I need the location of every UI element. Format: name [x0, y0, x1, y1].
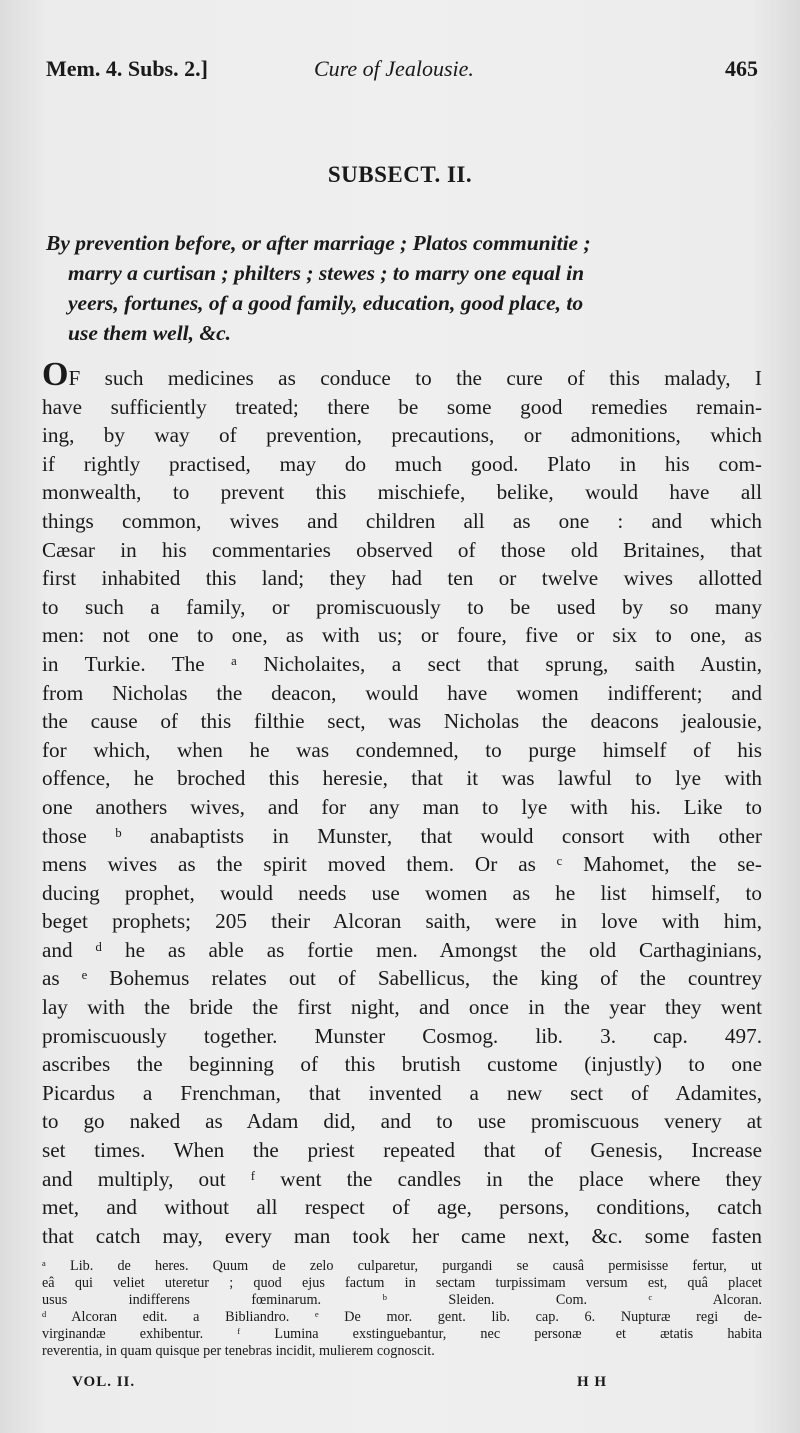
body-line: Picardus a Frenchman, that invented a new sect of Adamites,	[42, 1080, 762, 1105]
body-line: first inhabited this land; they had ten or twelve wives allotted	[42, 566, 762, 591]
footnote-line: ᵈ Alcoran edit. a Bibliandro. ᵉ De mor. gent. lib. cap. 6. Nupturæ regi de-	[42, 1309, 762, 1325]
footnotes	[42, 1258, 762, 1360]
summary-line: By prevention before, or after marriage ; Platos communitie ;	[46, 231, 591, 255]
body-line: beget prophets; 205 their Alcoran saith, were in love with him,	[42, 909, 762, 934]
body-line: if rightly practised, may do much good. Plato in his com-	[42, 451, 762, 476]
body-line: in Turkie. The ᵃ Nicholaites, a sect that sprung, saith Austin,	[42, 651, 762, 676]
body-line: ascribes the beginning of this brutish custome (injustly) to one	[42, 1052, 762, 1077]
body-line: met, and without all respect of age, persons, conditions, catch	[42, 1195, 762, 1220]
body-line: set times. When the priest repeated that of Genesis, Increase	[42, 1138, 762, 1163]
body-line: have sufficiently treated; there be some good remedies remain-	[42, 394, 762, 419]
body-line: ducing prophet, would needs use women as he list himself, to	[42, 880, 762, 905]
page-number: 465	[725, 56, 758, 81]
body-line: one anothers wives, and for any man to lye with his. Like to	[42, 794, 762, 819]
body-line: promiscuously together. Munster Cosmog. lib. 3. cap. 497.	[42, 1023, 762, 1048]
body-line: men: not one to one, as with us; or foure, five or six to one, as	[42, 623, 762, 648]
body-line: for which, when he was condemned, to purge himself of his	[42, 737, 762, 762]
body-line: mens wives as the spirit moved them. Or as ᶜ Mahomet, the se-	[42, 852, 762, 877]
drop-cap: O	[42, 356, 69, 393]
body-line: Cæsar in his commentaries observed of those old Britaines, that	[42, 537, 762, 562]
body-line: and ᵈ he as able as fortie men. Amongst the old Carthaginians,	[42, 937, 762, 962]
footnote-line: reverentia, in quam quisque per tenebras incidit, mulierem cognoscit.	[42, 1343, 435, 1359]
body-line: that catch may, every man took her came next, &c. some fasten	[42, 1223, 762, 1248]
summary-line: use them well, &c.	[68, 321, 232, 345]
body-line: things common, wives and children all as one : and which	[42, 508, 762, 533]
subsection-summary	[46, 228, 760, 348]
running-header	[46, 56, 758, 92]
body-line: monwealth, to prevent this mischiefe, belike, would have all	[42, 480, 762, 505]
body-text	[42, 356, 762, 1250]
subsection-title: SUBSECT. II.	[327, 162, 473, 187]
signature-mark: H H	[577, 1374, 608, 1390]
body-line: offence, he broched this heresie, that it was lawful to lye with	[42, 766, 762, 791]
section-reference: Mem. 4. Subs. 2.]	[46, 56, 208, 81]
body-line-first	[42, 356, 762, 393]
body-line: ing, by way of prevention, precautions, or admonitions, which	[42, 423, 762, 448]
summary-line: marry a curtisan ; philters ; stewes ; to marry one equal in	[68, 261, 585, 285]
body-line: the cause of this filthie sect, was Nicholas the deacons jealousie,	[42, 709, 762, 734]
footnote-line: usus indifferens fœminarum. ᵇ Sleiden. Com. ᶜ Alcoran.	[42, 1292, 762, 1308]
summary-line: yeers, fortunes, of a good family, education, good place, to	[68, 291, 584, 315]
footnote-line: ᵃ Lib. de heres. Quum de zelo culparetur, purgandi se causâ permisisse fertur, ut	[42, 1258, 762, 1274]
body-line: to go naked as Adam did, and to use promiscuous venery at	[42, 1109, 762, 1134]
volume-mark: VOL. II.	[72, 1374, 136, 1390]
body-line: lay with the bride the first night, and once in the year they went	[42, 995, 762, 1020]
footnote-line: eâ qui veliet uteretur ; quod ejus factum in sectam turpissimam versum est, quâ placet	[42, 1275, 762, 1291]
body-line-text: F such medicines as conduce to the cure of this malady, I	[68, 366, 762, 390]
body-line: those ᵇ anabaptists in Munster, that would consort with other	[42, 823, 762, 848]
body-line: as ᵉ Bohemus relates out of Sabellicus, the king of the countrey	[42, 966, 762, 991]
body-line: from Nicholas the deacon, would have women indifferent; and	[42, 680, 762, 705]
footnote-line: virginandæ exhibentur. ᶠ Lumina exstinguebantur, nec personæ et ætatis habita	[42, 1326, 762, 1342]
body-line: and multiply, out ᶠ went the candles in the place where they	[42, 1166, 762, 1191]
running-title: Cure of Jealousie.	[314, 56, 474, 81]
body-line: to such a family, or promiscuously to be used by so many	[42, 594, 762, 619]
